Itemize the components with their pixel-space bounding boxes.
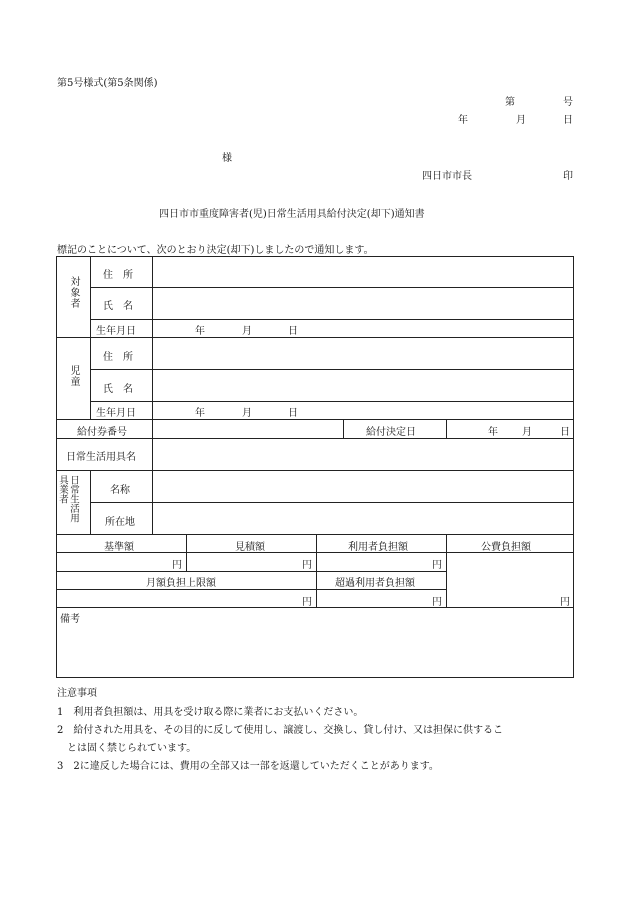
notes-heading: 注意事項	[57, 688, 97, 699]
seal-label: 印	[563, 171, 573, 182]
voucher-label: 給付券番号	[77, 427, 127, 438]
col-line	[446, 534, 447, 607]
monthly-limit-yen: 円	[302, 597, 312, 608]
row-line	[56, 337, 574, 338]
note-item: 1 利用者負担額は、用具を受け取る際に業者にお支払いください。	[57, 707, 364, 718]
standard-amount-label: 基準額	[104, 542, 134, 553]
date-day-label: 日	[563, 115, 573, 126]
public-burden-label: 公費負担額	[481, 542, 531, 553]
intro-text: 標記のことについて、次のとおり決定(却下)しましたので通知します。	[57, 245, 374, 256]
subject-address-label: 住 所	[103, 270, 133, 281]
estimate-yen: 円	[302, 560, 312, 571]
child-birth-month: 月	[242, 408, 252, 419]
row-line	[56, 534, 574, 535]
subject-birth-month: 月	[242, 326, 252, 337]
child-label: 児童	[68, 365, 79, 387]
subject-birth-label: 生年月日	[96, 326, 136, 337]
row-line	[90, 502, 574, 503]
form-number: 第5号様式(第5条関係)	[57, 78, 158, 89]
note-item: 2 給付された用具を、その目的に反して使用し、譲渡し、交換し、貸し付け、又は担保に供するこ	[57, 725, 503, 736]
col-line	[186, 534, 187, 571]
row-line	[90, 369, 574, 370]
addressee-sama: 様	[222, 153, 232, 164]
document-title: 四日市市重度障害者(児)日常生活用具給付決定(却下)通知書	[159, 209, 425, 220]
remarks-label: 備考	[60, 614, 80, 625]
row-line	[90, 287, 574, 288]
excess-burden-label: 超過利用者負担額	[335, 578, 415, 589]
row-line	[56, 607, 574, 608]
child-birth-label: 生年月日	[96, 408, 136, 419]
col-line	[316, 534, 317, 607]
vendor-location-label: 所在地	[105, 517, 135, 528]
subject-birth-year: 年	[195, 326, 205, 337]
decision-year: 年	[488, 427, 498, 438]
child-name-label: 氏 名	[103, 384, 133, 395]
decision-month: 月	[522, 427, 532, 438]
user-burden-label: 利用者負担額	[348, 542, 408, 553]
public-burden-yen: 円	[560, 597, 570, 608]
child-birth-year: 年	[195, 408, 205, 419]
col-line	[152, 256, 153, 438]
equipment-label: 日常生活用具名	[66, 452, 136, 463]
date-month-label: 月	[516, 115, 526, 126]
child-birth-day: 日	[288, 408, 298, 419]
col-line	[152, 438, 153, 534]
number-go-label: 号	[563, 97, 573, 108]
child-address-label: 住 所	[103, 352, 133, 363]
decision-date-label: 給付決定日	[366, 427, 416, 438]
decision-day: 日	[560, 427, 570, 438]
monthly-limit-label: 月額負担上限額	[146, 578, 216, 589]
note-item: とは固く禁じられています。	[57, 743, 197, 754]
note-item: 3 2に違反した場合には、費用の全部又は一部を返還していただくことがあります。	[57, 761, 439, 772]
standard-yen: 円	[172, 560, 182, 571]
number-dai-label: 第	[505, 97, 515, 108]
subject-birth-day: 日	[288, 326, 298, 337]
vendor-label: 日常生活用具業者	[57, 475, 79, 523]
row-line	[56, 419, 574, 420]
subject-label: 対象者	[68, 276, 79, 309]
vendor-name-label: 名称	[110, 485, 130, 496]
row-line	[56, 438, 574, 439]
row-line	[56, 470, 574, 471]
row-line	[56, 571, 446, 572]
subject-name-label: 氏 名	[103, 301, 133, 312]
estimate-amount-label: 見積額	[235, 542, 265, 553]
row-line	[56, 589, 446, 590]
col-line	[90, 470, 91, 534]
row-line	[90, 319, 574, 320]
mayor-label: 四日市市長	[422, 171, 472, 182]
row-line	[90, 401, 574, 402]
col-line	[90, 256, 91, 419]
col-line	[343, 419, 344, 438]
col-line	[446, 419, 447, 438]
excess-burden-yen: 円	[432, 597, 442, 608]
user-burden-yen: 円	[432, 560, 442, 571]
date-year-label: 年	[458, 115, 468, 126]
